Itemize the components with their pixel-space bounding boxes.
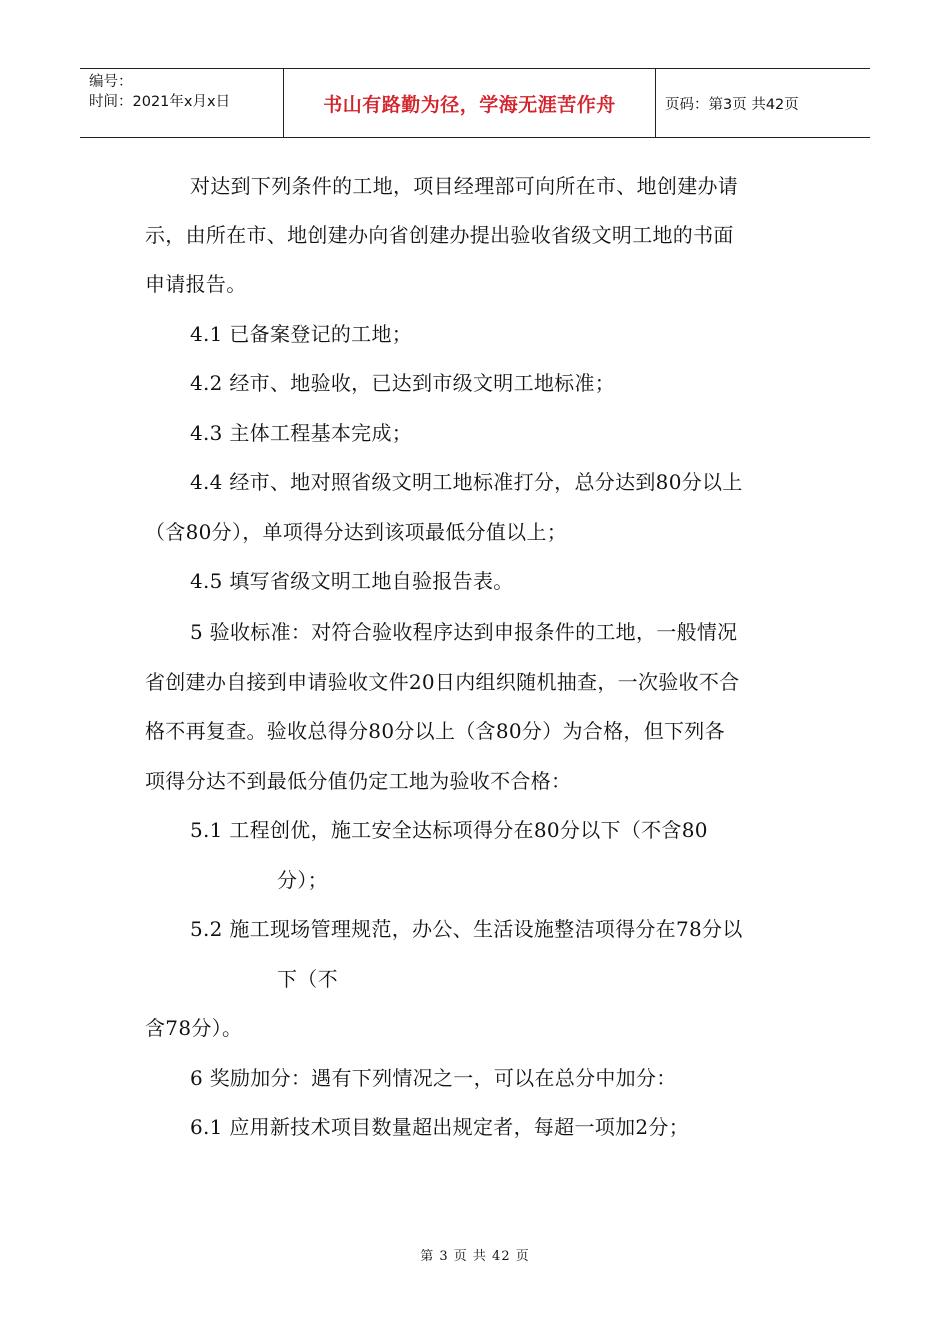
list-item-continuation: 分）； (277, 868, 328, 892)
header-divider-right (655, 69, 656, 137)
paragraph-line: 含78分）。 (145, 1016, 243, 1040)
header-number-label: 编号： (89, 74, 133, 90)
list-item: 5.1 工程创优，施工安全达标项得分在80分以下（不含80 (190, 818, 708, 842)
list-item: 4.1 已备案登记的工地； (190, 322, 413, 346)
paragraph-line: 示，由所在市、地创建办向省创建办提出验收省级文明工地的书面 (145, 223, 734, 247)
document-header (80, 68, 870, 138)
paragraph-line: 省创建办自接到申请验收文件20日内组织随机抽查，一次验收不合 (145, 670, 740, 694)
header-meta (89, 72, 230, 112)
list-item: 5.2 施工现场管理规范，办公、生活设施整洁项得分在78分以 (190, 917, 743, 941)
list-item: 4.2 经市、地验收，已达到市级文明工地标准； (190, 371, 616, 395)
paragraph-line: 项得分达不到最低分值仍定工地为验收不合格： (145, 769, 572, 793)
header-time-label: 时间：2021年x月x日 (89, 94, 231, 110)
list-item: 4.5 填写省级文明工地自验报告表。 (190, 569, 514, 593)
list-item: 4.4 经市、地对照省级文明工地标准打分，总分达到80分以上 (190, 470, 743, 494)
page-footer: 第 3 页 共 42 页 (420, 1249, 530, 1264)
section-heading-line: 6 奖励加分：遇有下列情况之一，可以在总分中加分： (190, 1066, 677, 1090)
paragraph-line: 对达到下列条件的工地，项目经理部可向所在市、地创建办请 (190, 174, 739, 198)
header-motto: 书山有路勤为径，学海无涯苦作舟 (323, 93, 616, 116)
list-item: 4.3 主体工程基本完成； (190, 421, 413, 445)
list-item: 6.1 应用新技术项目数量超出规定者，每超一项加2分； (190, 1115, 689, 1139)
section-heading-line: 5 验收标准：对符合验收程序达到申报条件的工地，一般情况 (190, 620, 738, 644)
paragraph-line: 格不再复查。验收总得分80分以上（含80分）为合格，但下列各 (145, 719, 725, 743)
list-item-continuation: 下（不 (277, 967, 338, 991)
paragraph-line: 申请报告。 (145, 272, 247, 296)
paragraph-line: （含80分），单项得分达到该项最低分值以上； (145, 520, 568, 544)
header-page-info: 页码：第3页 共42页 (665, 96, 799, 113)
